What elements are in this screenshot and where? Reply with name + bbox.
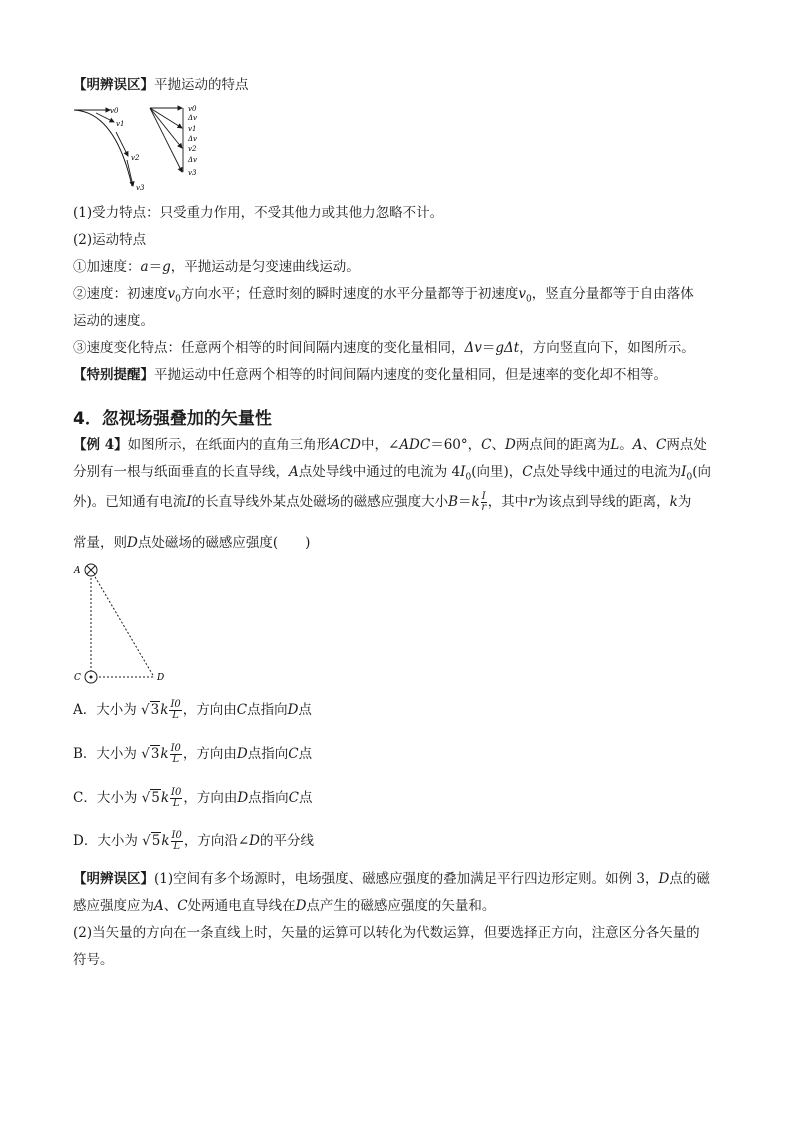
- misconception-line-3: (2)当矢量的方向在一条直线上时，矢量的运算可以转化为代数运算，但要选择正方向，注意区分各矢量的: [73, 925, 700, 941]
- paragraph-velocity-change: ③速度变化特点：任意两个相等的时间间隔内速度的变化量相同，Δv＝gΔt，方向竖直向下，如图所示。: [73, 340, 695, 356]
- option-d[interactable]: D．大小为 √5k $\frac{I0}{L}$ ，方向沿∠D的平分线: [73, 830, 314, 852]
- vector-v2-right: [150, 108, 182, 148]
- svg-text:v3: v3: [188, 169, 197, 177]
- projectile-motion-figure: [70, 100, 210, 195]
- tag-misconception: 【明辨误区】: [73, 77, 154, 93]
- svg-text:Δv: Δv: [188, 156, 198, 164]
- misconception-line-1: 【明辨误区】(1)空间有多个场源时，电场强度、磁感应强度的叠加满足平行四边形定则。如例 3，D点的磁: [73, 871, 710, 887]
- section-title-projectile: 【明辨误区】平抛运动的特点: [73, 77, 249, 93]
- paragraph-motion: (2)运动特点: [73, 232, 147, 248]
- example-line-2: 分别有一根与纸面垂直的长直导线，A点处导线中通过的电流为 $4I_0$(向里)，C点处导线中通过的电流为$I_0$(向: [73, 464, 711, 483]
- paragraph-acceleration: ①加速度：a＝g，平抛运动是匀变速曲线运动。: [73, 259, 360, 275]
- label-point-c: C: [74, 673, 81, 683]
- example-line-4: 常量，则D点处磁场的磁感应强度( ): [73, 535, 311, 551]
- misconception-line-2: 感应强度应为A、C处两通电直导线在D点产生的磁感应强度的矢量和。: [73, 898, 496, 914]
- tag-example-4: 【例 4】: [73, 437, 128, 453]
- option-c[interactable]: C．大小为 √5k $\frac{I0}{L}$ ，方向由D点指向C点: [73, 787, 313, 809]
- example-line-1: 【例 4】如图所示，在纸面内的直角三角形ACD中，∠ADC＝60°，C、D两点间的距离为L。A、C两点处: [73, 437, 707, 453]
- svg-text:Δv: Δv: [188, 135, 198, 143]
- svg-text:v1: v1: [188, 125, 197, 133]
- option-a[interactable]: A．大小为 √3k $\frac{I0}{L}$ ，方向由C点指向D点: [73, 699, 312, 721]
- vector-v3-left: [127, 160, 133, 186]
- triangle-acd-figure: [70, 560, 180, 685]
- label-point-d: D: [157, 673, 165, 683]
- option-b[interactable]: B．大小为 √3k $\frac{I0}{L}$ ，方向由D点指向C点: [73, 743, 313, 765]
- label-v1-left: v1: [116, 120, 125, 128]
- paragraph-velocity: ②速度：初速度$v_0$方向水平；任意时刻的瞬时速度的水平分量都等于初速度$v_0$，竖直分量都等于自由落体: [73, 286, 694, 305]
- fraction-I-over-r: $\frac{I}{r}$: [481, 491, 487, 513]
- paragraph-velocity-cont: 运动的速度。: [73, 313, 154, 329]
- misconception-line-4: 符号。: [73, 952, 114, 968]
- label-v3-left: v3: [136, 184, 145, 192]
- tag-special-note: 【特别提醒】: [73, 367, 154, 383]
- section-heading-4: 4．忽视场强叠加的矢量性: [73, 409, 272, 429]
- tag-misconception-2: 【明辨误区】: [73, 871, 154, 887]
- svg-text:v2: v2: [188, 145, 197, 153]
- label-point-a: A: [74, 566, 81, 576]
- example-line-3: 外)。已知通有电流I的长直导线外某点处磁场的磁感应强度大小B＝k $\frac{I}{r}$ ，其中r为该点到导线的距离，k为: [73, 491, 692, 513]
- svg-text:v0: v0: [188, 105, 197, 113]
- svg-text:Δv: Δv: [188, 114, 198, 122]
- label-v0-left: v0: [110, 107, 119, 115]
- side-ad: [91, 570, 154, 677]
- label-v2-left: v2: [131, 154, 140, 162]
- paragraph-special-note: 【特别提醒】平抛运动中任意两个相等的时间间隔内速度的变化量相同，但是速率的变化却不相等。: [73, 367, 667, 383]
- paragraph-force: (1)受力特点：只受重力作用，不受其他力或其他力忽略不计。: [73, 205, 444, 221]
